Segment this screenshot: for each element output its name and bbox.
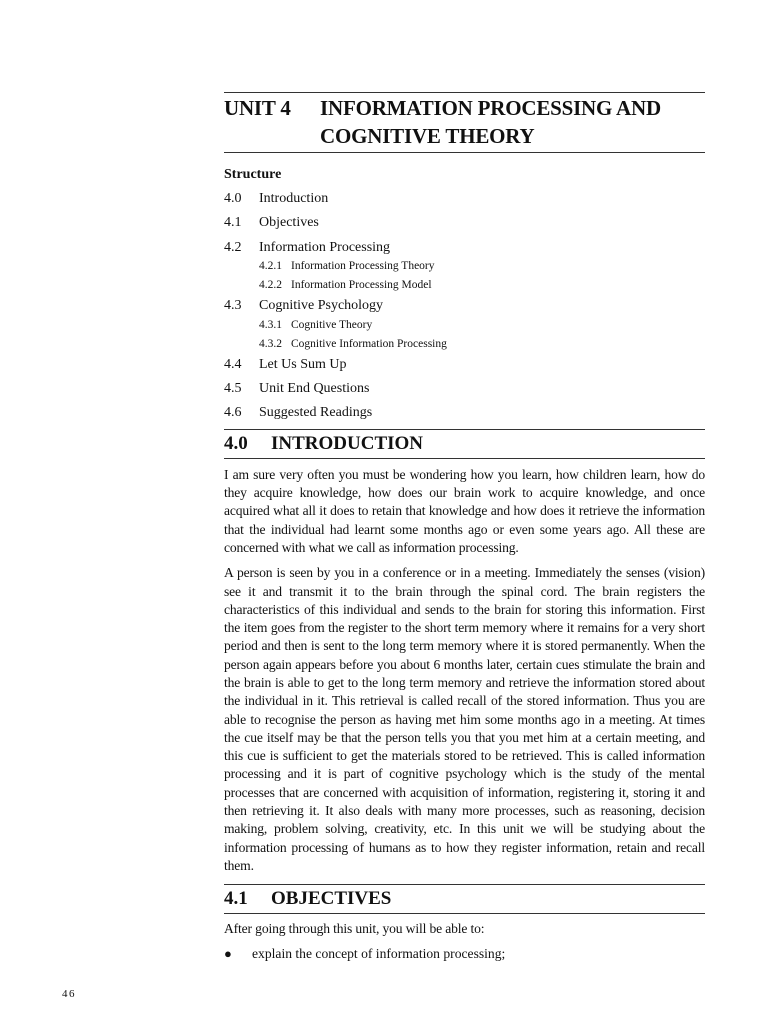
toc-num: 4.0 [224, 191, 242, 206]
toc-label: Introduction [259, 191, 329, 206]
table-of-contents [224, 190, 705, 422]
toc-num: 4.2.1 [259, 260, 282, 273]
toc-item-4-0[interactable] [224, 190, 705, 208]
toc-sublist [259, 259, 705, 293]
section-title: OBJECTIVES [271, 888, 392, 910]
toc-num: 4.6 [224, 405, 242, 421]
toc-label: Information Processing [259, 239, 391, 255]
objectives-list [224, 945, 705, 963]
bullet-text: explain the concept of information processing; [252, 945, 506, 961]
intro-paragraph-2: A person is seen by you in a conference or in a meeting. Immediately the senses (vision) see it and transmit it to the brain through the spinal cord. The brain registers the characteristics of this individual and sends to the brain for storing this information. First the item goes from the register to the short term memory where it remains for a very short period and then is sent to the long term memory where it is stored permanently. When the person again appears before you about 6 months later, certain cues stimulate the brain and the brain is able to get to the long term memory and retrieve the information stored about the individual in it. This retrieval is called recall of the stored information. Thus you are able to recognise the person as having met him some months ago in a meeting. At times the cue itself may be that the person tells you that you met him at a certain meeting, and this cue is sufficient to get the materials stored to be retrieved. This is called information processing and it is part of cognitive psychology which is the study of the mental processes that are concerned with acquisition of information, registering it, storing it and then retrieving it. It also deals with many more processes, such as reasoning, decision making, problem solving, creativity, etc. In this unit we will be studying about the information processing of humans as to how they register information, retain and recall them. [224, 565, 705, 873]
toc-item-4-1[interactable] [224, 214, 705, 232]
toc-item-4-3[interactable] [224, 297, 705, 351]
toc-num: 4.3 [224, 298, 242, 314]
toc-item-4-5[interactable] [224, 380, 705, 398]
section-heading-introduction [224, 430, 705, 458]
toc-label: Cognitive Information Processing [291, 337, 447, 350]
toc-label: Suggested Readings [259, 405, 373, 421]
bullet-icon: ● [224, 945, 232, 961]
section-number: 4.1 [224, 888, 248, 910]
toc-item-4-2-1[interactable] [259, 259, 705, 274]
toc-item-4-3-1[interactable] [259, 318, 705, 333]
toc-num: 4.3.2 [259, 337, 282, 350]
unit-title-line2: COGNITIVE THEORY [320, 124, 535, 148]
toc-label: Information Processing Model [291, 279, 432, 292]
toc-label: Cognitive Theory [291, 318, 373, 331]
toc-label: Unit End Questions [259, 380, 370, 396]
title-bottom-rule [224, 152, 705, 153]
objectives-bottom-rule [224, 913, 705, 914]
unit-number: UNIT 4 [224, 96, 291, 120]
toc-num: 4.4 [224, 356, 242, 372]
toc-label: Let Us Sum Up [259, 356, 347, 372]
toc-num: 4.3.1 [259, 318, 282, 331]
page-content [224, 92, 705, 963]
toc-num: 4.1 [224, 215, 242, 231]
intro-paragraph-1: I am sure very often you must be wondering how you learn, how children learn, how do they acquire knowledge, how does our brain work to acquire knowledge, and once acquired what all it does to retain that knowledge and how does it retrieve the information that the individual had learnt some months ago or even some years ago. All these are concerned with what we call as information processing. [224, 466, 705, 555]
toc-sublist [259, 318, 705, 352]
section-number: 4.0 [224, 432, 248, 454]
unit-title-line1: INFORMATION PROCESSING AND [320, 96, 661, 120]
toc-item-4-2-2[interactable] [259, 278, 705, 293]
toc-num: 4.5 [224, 380, 242, 396]
structure-heading: Structure [224, 167, 282, 182]
toc-num: 4.2.2 [259, 279, 282, 292]
toc-label: Cognitive Psychology [259, 298, 384, 314]
intro-bottom-rule [224, 458, 705, 459]
toc-num: 4.2 [224, 239, 242, 255]
toc-item-4-4[interactable] [224, 356, 705, 374]
toc-item-4-3-2[interactable] [259, 337, 705, 352]
objectives-intro: After going through this unit, you will be able to: [224, 921, 485, 937]
section-title: INTRODUCTION [271, 432, 424, 454]
toc-item-4-2[interactable] [224, 239, 705, 293]
toc-item-4-6[interactable] [224, 404, 705, 422]
list-item [224, 945, 705, 963]
page-number: 46 [62, 988, 76, 1000]
unit-title [224, 93, 705, 152]
section-heading-objectives [224, 885, 705, 913]
toc-label: Information Processing Theory [291, 260, 435, 273]
unit-title-text [320, 94, 705, 150]
toc-label: Objectives [259, 215, 319, 231]
